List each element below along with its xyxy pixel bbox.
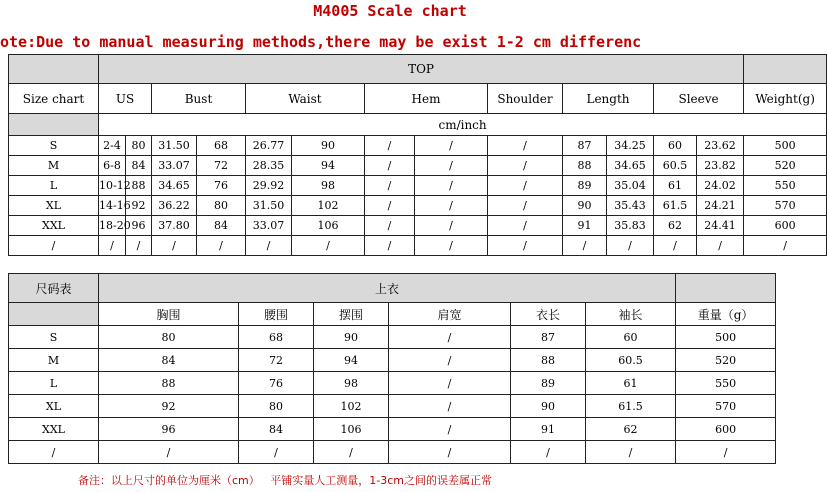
table-cell: 550	[676, 372, 776, 395]
size-rows-chinese	[9, 326, 776, 464]
table-cell: 24.02	[697, 176, 744, 196]
table-cell: /	[415, 156, 488, 176]
table-cell: /	[246, 236, 292, 256]
table-cell: /	[389, 441, 511, 464]
table-cell: 87	[563, 136, 607, 156]
table-cell: 80	[239, 395, 314, 418]
table-cell: 88	[126, 176, 152, 196]
table-cell: 98	[314, 372, 389, 395]
table-cell: 92	[99, 395, 239, 418]
size-cell: S	[9, 136, 99, 156]
table-cell: 600	[744, 216, 827, 236]
column-header: Size chart	[9, 84, 99, 114]
table-cell: 34.65	[152, 176, 197, 196]
size-cell: XL	[9, 395, 99, 418]
table-cell: 91	[563, 216, 607, 236]
table-cell: 24.21	[697, 196, 744, 216]
table-cell: 76	[197, 176, 246, 196]
table-cell: 88	[563, 156, 607, 176]
table-cell: 80	[126, 136, 152, 156]
table-cell: /	[239, 441, 314, 464]
group-label-top: TOP	[99, 55, 744, 84]
table-cell: 87	[511, 326, 586, 349]
table-cell: 80	[197, 196, 246, 216]
table-cell: 72	[197, 156, 246, 176]
table-cell: 520	[744, 156, 827, 176]
table-cell: 98	[292, 176, 365, 196]
table-cell: 89	[563, 176, 607, 196]
column-header: 摆围	[314, 303, 389, 326]
table-cell: /	[365, 176, 415, 196]
size-cell: /	[9, 441, 99, 464]
size-cell: XL	[9, 196, 99, 216]
unit-row-blank	[9, 114, 99, 136]
table-row	[9, 395, 776, 418]
table-cell: 84	[126, 156, 152, 176]
table-cell: 106	[292, 216, 365, 236]
table-cell: 34.65	[607, 156, 654, 176]
table-cell: 72	[239, 349, 314, 372]
table-cell: 90	[292, 136, 365, 156]
table-cell: /	[654, 236, 697, 256]
table-cell: /	[415, 236, 488, 256]
table-cell: 61	[654, 176, 697, 196]
table-header-blank	[9, 55, 99, 84]
table-cell: /	[676, 441, 776, 464]
table-cell: 36.22	[152, 196, 197, 216]
table-row	[9, 441, 776, 464]
table-row	[9, 418, 776, 441]
table-cell: 24.41	[697, 216, 744, 236]
table-cell: /	[697, 236, 744, 256]
column-header: 袖长	[586, 303, 676, 326]
table-cell: 88	[99, 372, 239, 395]
table-cell: 76	[239, 372, 314, 395]
chart-title: M4005 Scale chart	[313, 2, 467, 20]
table-cell: 570	[676, 395, 776, 418]
table-row	[9, 156, 827, 176]
table-cell: /	[365, 216, 415, 236]
table-cell: 35.04	[607, 176, 654, 196]
table-cell: /	[365, 156, 415, 176]
table-cell: 520	[676, 349, 776, 372]
column-header: Length	[563, 84, 654, 114]
table-cell: 31.50	[152, 136, 197, 156]
column-header: Shoulder	[488, 84, 563, 114]
footer-note: 备注：以上尺寸的单位为厘米（cm） 平铺实量人工测量，1-3cm之间的误差属正常	[78, 474, 492, 487]
table-cell: /	[488, 196, 563, 216]
size-table-english	[8, 54, 827, 256]
size-cell: XXL	[9, 216, 99, 236]
table-cell: /	[744, 236, 827, 256]
table-cell: 33.07	[152, 156, 197, 176]
table-cell: /	[415, 136, 488, 156]
table-cell: 61	[586, 372, 676, 395]
table-cell: 90	[563, 196, 607, 216]
table-cell: 600	[676, 418, 776, 441]
table-cell: /	[126, 236, 152, 256]
table-cell: 102	[292, 196, 365, 216]
column-header: 肩宽	[389, 303, 511, 326]
table-cell: 2-4	[99, 136, 126, 156]
table-cell: /	[365, 196, 415, 216]
table-row	[9, 372, 776, 395]
table-cell: /	[488, 136, 563, 156]
table-header-blank	[676, 274, 776, 303]
table-cell: /	[197, 236, 246, 256]
table-row	[9, 216, 827, 236]
column-header: US	[99, 84, 152, 114]
measurement-note: ote:Due to manual measuring methods,there may be exist 1-2 cm differenc	[0, 33, 642, 51]
table-cell: /	[389, 326, 511, 349]
size-rows-english	[9, 136, 827, 256]
table-cell: 31.50	[246, 196, 292, 216]
table-cell: /	[152, 236, 197, 256]
table-cell: 550	[744, 176, 827, 196]
table-cell: 68	[239, 326, 314, 349]
table-cell: /	[607, 236, 654, 256]
table-cell: 10-12	[99, 176, 126, 196]
table-cell: /	[389, 395, 511, 418]
table-cell: /	[488, 176, 563, 196]
table-cell: /	[511, 441, 586, 464]
table-cell: 37.80	[152, 216, 197, 236]
table-cell: 106	[314, 418, 389, 441]
column-header: Weight(g)	[744, 84, 827, 114]
table-cell: 96	[99, 418, 239, 441]
size-label-cn: 尺码表	[9, 274, 99, 303]
table-cell: /	[415, 196, 488, 216]
table-cell: 60	[586, 326, 676, 349]
table-cell: 33.07	[246, 216, 292, 236]
column-header: 腰围	[239, 303, 314, 326]
column-header: Hem	[365, 84, 488, 114]
table-cell: /	[488, 216, 563, 236]
table-cell: 35.83	[607, 216, 654, 236]
table-cell: 26.77	[246, 136, 292, 156]
group-label-cn: 上衣	[99, 274, 676, 303]
table-cell: /	[488, 156, 563, 176]
size-table-chinese	[8, 273, 776, 464]
table-cell: /	[415, 176, 488, 196]
table-cell: 28.35	[246, 156, 292, 176]
table-cell: 61.5	[654, 196, 697, 216]
table-header-blank	[744, 55, 827, 84]
table-cell: 84	[99, 349, 239, 372]
table-row	[9, 136, 827, 156]
table-cell: 68	[197, 136, 246, 156]
table-row	[9, 326, 776, 349]
column-header: 衣长	[511, 303, 586, 326]
table-cell: 570	[744, 196, 827, 216]
table-cell: /	[365, 136, 415, 156]
table-cell: /	[586, 441, 676, 464]
table-cell: /	[488, 236, 563, 256]
column-header: Waist	[246, 84, 365, 114]
table-cell: 96	[126, 216, 152, 236]
size-cell: XXL	[9, 418, 99, 441]
table-cell: 60	[654, 136, 697, 156]
size-cell: /	[9, 236, 99, 256]
size-cell: S	[9, 326, 99, 349]
table-cell: 102	[314, 395, 389, 418]
table-cell: 35.43	[607, 196, 654, 216]
table-row	[9, 349, 776, 372]
table-cell: 29.92	[246, 176, 292, 196]
size-cell: L	[9, 176, 99, 196]
table-cell: /	[99, 441, 239, 464]
table-cell: 60.5	[586, 349, 676, 372]
table-cell: 94	[292, 156, 365, 176]
table-cell: 23.62	[697, 136, 744, 156]
table-cell: 62	[654, 216, 697, 236]
size-cell: L	[9, 372, 99, 395]
table-cell: /	[314, 441, 389, 464]
table-cell: /	[365, 236, 415, 256]
table-cell: 84	[239, 418, 314, 441]
table-cell: 62	[586, 418, 676, 441]
table-cell: 91	[511, 418, 586, 441]
column-header: 重量（g）	[676, 303, 776, 326]
table-cell: 90	[511, 395, 586, 418]
column-header: Sleeve	[654, 84, 744, 114]
table-cell: 88	[511, 349, 586, 372]
table-cell: 80	[99, 326, 239, 349]
table-cell: 18-20	[99, 216, 126, 236]
table-cell: 61.5	[586, 395, 676, 418]
table-cell: 14-16	[99, 196, 126, 216]
table-cell: 90	[314, 326, 389, 349]
table-row	[9, 176, 827, 196]
table-cell: /	[292, 236, 365, 256]
table-cell: 34.25	[607, 136, 654, 156]
table-cell: /	[389, 349, 511, 372]
column-header-blank	[9, 303, 99, 326]
size-cell: M	[9, 349, 99, 372]
table-cell: 500	[676, 326, 776, 349]
table-cell: /	[389, 418, 511, 441]
table-cell: 500	[744, 136, 827, 156]
table-cell: 23.82	[697, 156, 744, 176]
table-cell: 6-8	[99, 156, 126, 176]
table-cell: /	[389, 372, 511, 395]
column-header: Bust	[152, 84, 246, 114]
size-cell: M	[9, 156, 99, 176]
unit-label: cm/inch	[99, 114, 827, 136]
table-row	[9, 196, 827, 216]
column-header: 胸围	[99, 303, 239, 326]
table-cell: 89	[511, 372, 586, 395]
table-cell: 94	[314, 349, 389, 372]
table-cell: 92	[126, 196, 152, 216]
table-cell: /	[415, 216, 488, 236]
table-row	[9, 236, 827, 256]
table-cell: /	[99, 236, 126, 256]
table-cell: 84	[197, 216, 246, 236]
table-cell: /	[563, 236, 607, 256]
table-cell: 60.5	[654, 156, 697, 176]
